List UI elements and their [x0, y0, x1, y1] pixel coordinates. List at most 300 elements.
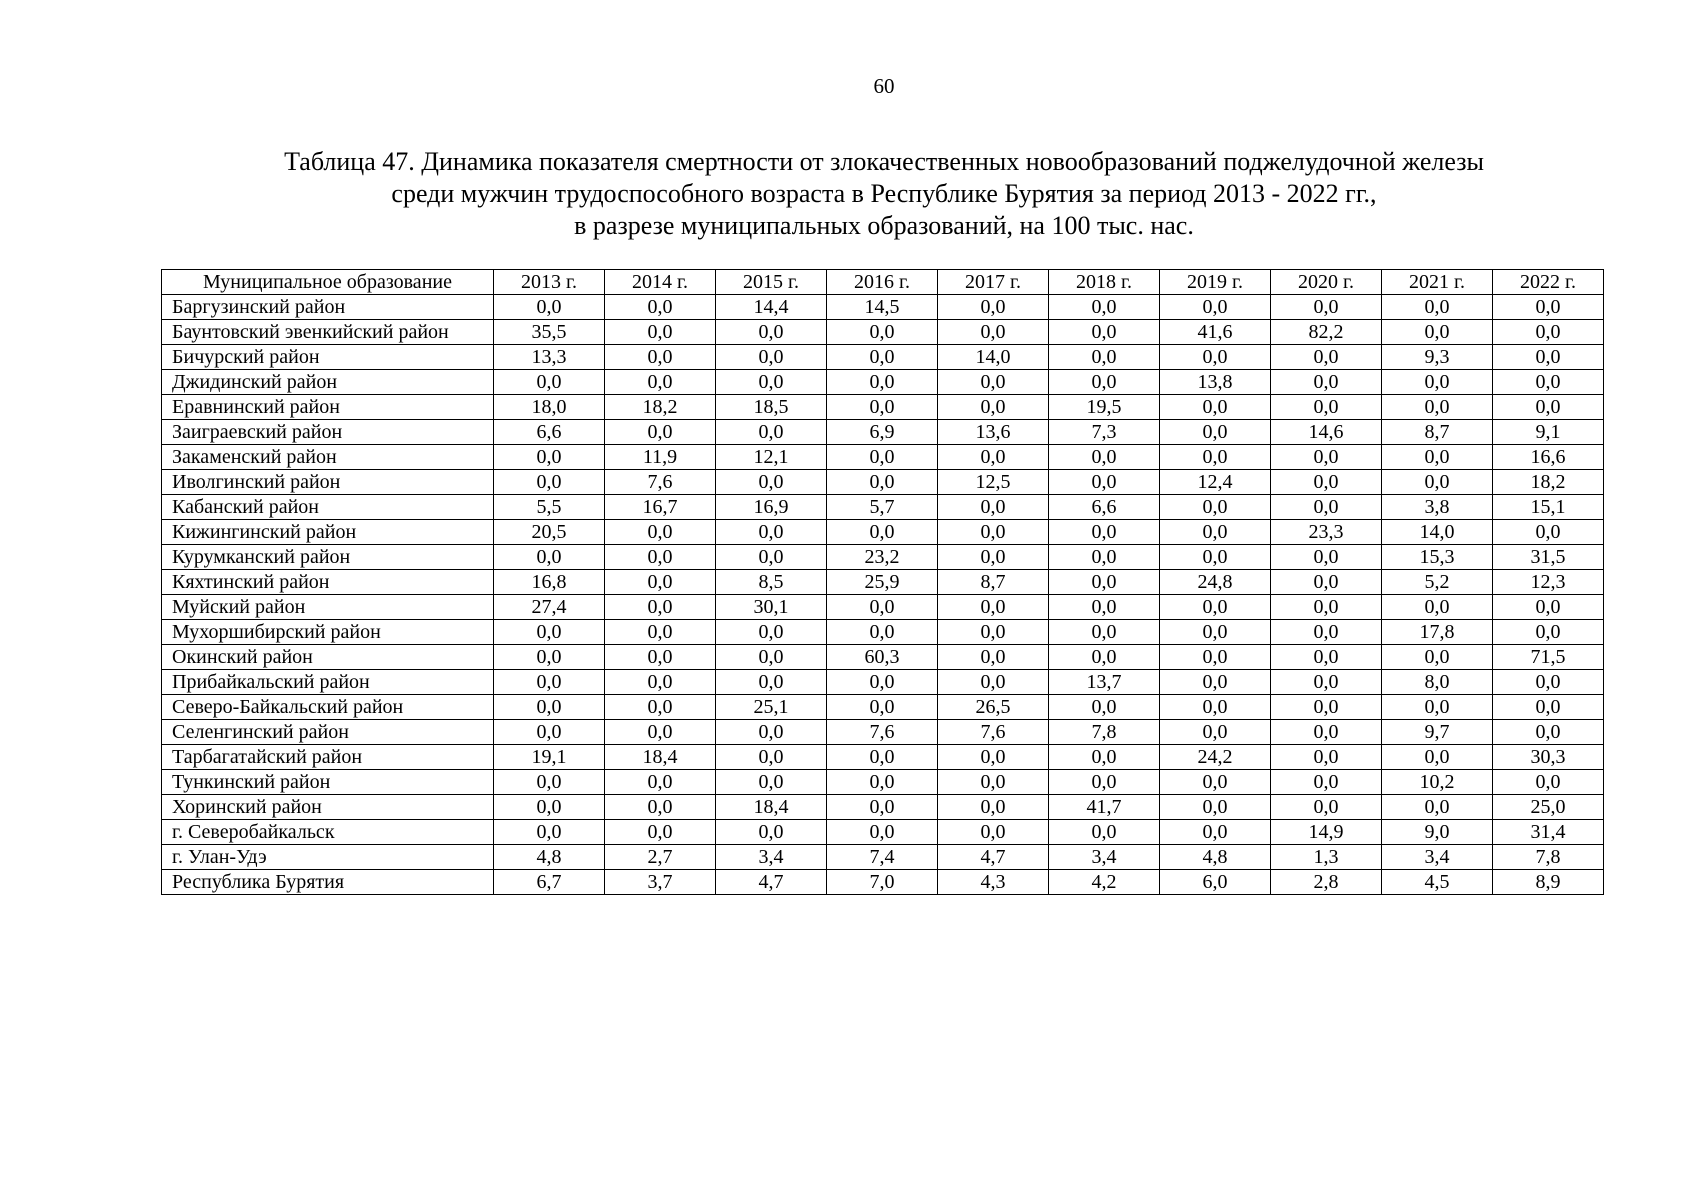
value-cell: 18,2 — [605, 395, 716, 420]
value-cell: 9,0 — [1382, 820, 1493, 845]
value-cell: 2,8 — [1271, 870, 1382, 895]
value-cell: 16,7 — [605, 495, 716, 520]
municipality-name-cell: Прибайкальский район — [162, 670, 494, 695]
value-cell: 13,8 — [1160, 370, 1271, 395]
value-cell: 7,6 — [938, 720, 1049, 745]
value-cell: 0,0 — [1493, 345, 1604, 370]
value-cell: 0,0 — [1271, 570, 1382, 595]
value-cell: 0,0 — [1382, 645, 1493, 670]
value-cell: 19,5 — [1049, 395, 1160, 420]
value-cell: 14,4 — [716, 295, 827, 320]
value-cell: 0,0 — [1049, 570, 1160, 595]
value-cell: 4,8 — [494, 845, 605, 870]
value-cell: 0,0 — [1271, 720, 1382, 745]
value-cell: 9,1 — [1493, 420, 1604, 445]
value-cell: 0,0 — [494, 695, 605, 720]
value-cell: 0,0 — [827, 370, 938, 395]
column-header-year: 2021 г. — [1382, 270, 1493, 295]
value-cell: 0,0 — [827, 445, 938, 470]
value-cell: 0,0 — [494, 445, 605, 470]
municipality-name-cell: Еравнинский район — [162, 395, 494, 420]
value-cell: 15,3 — [1382, 545, 1493, 570]
value-cell: 0,0 — [716, 670, 827, 695]
value-cell: 0,0 — [1160, 545, 1271, 570]
value-cell: 0,0 — [605, 420, 716, 445]
municipality-name-cell: Республика Бурятия — [162, 870, 494, 895]
table-row — [162, 295, 1604, 320]
value-cell: 0,0 — [827, 770, 938, 795]
value-cell: 24,8 — [1160, 570, 1271, 595]
value-cell: 0,0 — [1160, 520, 1271, 545]
value-cell: 0,0 — [827, 670, 938, 695]
table-row — [162, 770, 1604, 795]
municipality-name-cell: Баунтовский эвенкийский район — [162, 320, 494, 345]
municipality-name-cell: Хоринский район — [162, 795, 494, 820]
value-cell: 6,7 — [494, 870, 605, 895]
value-cell: 41,6 — [1160, 320, 1271, 345]
value-cell: 12,4 — [1160, 470, 1271, 495]
value-cell: 0,0 — [938, 545, 1049, 570]
value-cell: 0,0 — [1493, 520, 1604, 545]
value-cell: 0,0 — [1493, 320, 1604, 345]
table-row — [162, 645, 1604, 670]
value-cell: 7,6 — [605, 470, 716, 495]
value-cell: 0,0 — [938, 395, 1049, 420]
value-cell: 0,0 — [1493, 695, 1604, 720]
value-cell: 0,0 — [1049, 745, 1160, 770]
value-cell: 3,4 — [1049, 845, 1160, 870]
municipality-name-cell: Селенгинский район — [162, 720, 494, 745]
column-header-year: 2020 г. — [1271, 270, 1382, 295]
value-cell: 0,0 — [1382, 745, 1493, 770]
value-cell: 0,0 — [605, 295, 716, 320]
value-cell: 0,0 — [1049, 620, 1160, 645]
table-row — [162, 595, 1604, 620]
value-cell: 0,0 — [494, 370, 605, 395]
value-cell: 6,6 — [1049, 495, 1160, 520]
municipality-name-cell: Заиграевский район — [162, 420, 494, 445]
table-row — [162, 745, 1604, 770]
value-cell: 26,5 — [938, 695, 1049, 720]
value-cell: 4,7 — [716, 870, 827, 895]
value-cell: 0,0 — [1493, 770, 1604, 795]
value-cell: 7,4 — [827, 845, 938, 870]
value-cell: 25,0 — [1493, 795, 1604, 820]
value-cell: 30,3 — [1493, 745, 1604, 770]
value-cell: 0,0 — [938, 645, 1049, 670]
value-cell: 0,0 — [1382, 470, 1493, 495]
value-cell: 30,1 — [716, 595, 827, 620]
value-cell: 0,0 — [1382, 295, 1493, 320]
value-cell: 0,0 — [1160, 645, 1271, 670]
column-header-year: 2019 г. — [1160, 270, 1271, 295]
table-title — [0, 146, 1698, 242]
value-cell: 0,0 — [827, 320, 938, 345]
value-cell: 20,5 — [494, 520, 605, 545]
value-cell: 0,0 — [827, 795, 938, 820]
value-cell: 0,0 — [1271, 445, 1382, 470]
municipality-name-cell: Бичурский район — [162, 345, 494, 370]
value-cell: 18,5 — [716, 395, 827, 420]
value-cell: 8,0 — [1382, 670, 1493, 695]
table-row — [162, 570, 1604, 595]
value-cell: 0,0 — [716, 745, 827, 770]
title-line-3: в разрезе муниципальных образований, на 100 тыс. нас. — [574, 211, 1194, 240]
value-cell: 0,0 — [1271, 370, 1382, 395]
value-cell: 12,5 — [938, 470, 1049, 495]
value-cell: 0,0 — [1271, 395, 1382, 420]
title-line-1: Таблица 47. Динамика показателя смертности от злокачественных новообразований поджелудочной железы — [284, 147, 1484, 176]
value-cell: 0,0 — [1049, 695, 1160, 720]
value-cell: 15,1 — [1493, 495, 1604, 520]
value-cell: 0,0 — [494, 295, 605, 320]
value-cell: 0,0 — [494, 545, 605, 570]
value-cell: 0,0 — [938, 795, 1049, 820]
value-cell: 12,3 — [1493, 570, 1604, 595]
value-cell: 0,0 — [605, 320, 716, 345]
value-cell: 0,0 — [1271, 620, 1382, 645]
table-row — [162, 445, 1604, 470]
value-cell: 8,9 — [1493, 870, 1604, 895]
value-cell: 0,0 — [1160, 670, 1271, 695]
municipality-name-cell: Муйский район — [162, 595, 494, 620]
value-cell: 0,0 — [494, 720, 605, 745]
value-cell: 18,2 — [1493, 470, 1604, 495]
value-cell: 0,0 — [938, 370, 1049, 395]
value-cell: 0,0 — [938, 520, 1049, 545]
value-cell: 0,0 — [716, 820, 827, 845]
value-cell: 7,0 — [827, 870, 938, 895]
value-cell: 71,5 — [1493, 645, 1604, 670]
value-cell: 0,0 — [1271, 595, 1382, 620]
column-header-year: 2016 г. — [827, 270, 938, 295]
table-row — [162, 820, 1604, 845]
table-row — [162, 320, 1604, 345]
table-row — [162, 695, 1604, 720]
value-cell: 0,0 — [716, 645, 827, 670]
value-cell: 0,0 — [1160, 595, 1271, 620]
value-cell: 60,3 — [827, 645, 938, 670]
value-cell: 0,0 — [1271, 495, 1382, 520]
page-number: 60 — [873, 74, 895, 98]
value-cell: 0,0 — [1049, 595, 1160, 620]
value-cell: 0,0 — [716, 420, 827, 445]
value-cell: 41,7 — [1049, 795, 1160, 820]
value-cell: 0,0 — [716, 520, 827, 545]
value-cell: 8,5 — [716, 570, 827, 595]
table-row — [162, 470, 1604, 495]
value-cell: 0,0 — [494, 770, 605, 795]
value-cell: 0,0 — [1271, 770, 1382, 795]
value-cell: 18,0 — [494, 395, 605, 420]
value-cell: 18,4 — [605, 745, 716, 770]
value-cell: 0,0 — [1160, 420, 1271, 445]
value-cell: 0,0 — [1382, 445, 1493, 470]
value-cell: 0,0 — [827, 345, 938, 370]
value-cell: 4,8 — [1160, 845, 1271, 870]
value-cell: 6,9 — [827, 420, 938, 445]
value-cell: 3,8 — [1382, 495, 1493, 520]
table-row — [162, 670, 1604, 695]
value-cell: 8,7 — [938, 570, 1049, 595]
value-cell: 0,0 — [1271, 795, 1382, 820]
value-cell: 0,0 — [827, 595, 938, 620]
value-cell: 0,0 — [494, 820, 605, 845]
municipality-name-cell: г. Северобайкальск — [162, 820, 494, 845]
value-cell: 7,3 — [1049, 420, 1160, 445]
value-cell: 0,0 — [716, 345, 827, 370]
value-cell: 0,0 — [1271, 295, 1382, 320]
value-cell: 0,0 — [1382, 695, 1493, 720]
value-cell: 5,7 — [827, 495, 938, 520]
value-cell: 31,5 — [1493, 545, 1604, 570]
table-row — [162, 870, 1604, 895]
value-cell: 0,0 — [1382, 595, 1493, 620]
value-cell: 0,0 — [827, 820, 938, 845]
value-cell: 0,0 — [494, 620, 605, 645]
value-cell: 13,6 — [938, 420, 1049, 445]
value-cell: 0,0 — [938, 820, 1049, 845]
value-cell: 0,0 — [716, 620, 827, 645]
value-cell: 0,0 — [938, 770, 1049, 795]
value-cell: 0,0 — [827, 695, 938, 720]
column-header-municipality: Муниципальное образование — [162, 270, 494, 295]
value-cell: 35,5 — [494, 320, 605, 345]
value-cell: 0,0 — [1271, 345, 1382, 370]
value-cell: 3,4 — [1382, 845, 1493, 870]
value-cell: 0,0 — [938, 495, 1049, 520]
table-row — [162, 520, 1604, 545]
value-cell: 0,0 — [827, 620, 938, 645]
value-cell: 6,6 — [494, 420, 605, 445]
municipality-name-cell: Иволгинский район — [162, 470, 494, 495]
municipality-name-cell: Тарбагатайский район — [162, 745, 494, 770]
value-cell: 0,0 — [938, 445, 1049, 470]
value-cell: 0,0 — [1049, 320, 1160, 345]
value-cell: 0,0 — [716, 770, 827, 795]
value-cell: 0,0 — [605, 670, 716, 695]
title-line-2: среди мужчин трудоспособного возраста в Республике Бурятия за период 2013 - 2022 гг., — [391, 179, 1377, 208]
table-row — [162, 345, 1604, 370]
municipality-name-cell: Кяхтинский район — [162, 570, 494, 595]
municipality-name-cell: Окинский район — [162, 645, 494, 670]
value-cell: 0,0 — [605, 695, 716, 720]
value-cell: 7,6 — [827, 720, 938, 745]
value-cell: 9,3 — [1382, 345, 1493, 370]
column-header-year: 2015 г. — [716, 270, 827, 295]
municipality-name-cell: Кижингинский район — [162, 520, 494, 545]
value-cell: 4,3 — [938, 870, 1049, 895]
value-cell: 0,0 — [1160, 620, 1271, 645]
value-cell: 14,5 — [827, 295, 938, 320]
value-cell: 0,0 — [716, 720, 827, 745]
value-cell: 0,0 — [605, 620, 716, 645]
value-cell: 0,0 — [1382, 370, 1493, 395]
value-cell: 1,3 — [1271, 845, 1382, 870]
value-cell: 0,0 — [1160, 445, 1271, 470]
table-header-row — [162, 270, 1604, 295]
table-row — [162, 720, 1604, 745]
value-cell: 0,0 — [1049, 370, 1160, 395]
value-cell: 25,1 — [716, 695, 827, 720]
value-cell: 0,0 — [1160, 295, 1271, 320]
value-cell: 0,0 — [605, 720, 716, 745]
value-cell: 4,7 — [938, 845, 1049, 870]
value-cell: 0,0 — [605, 345, 716, 370]
mortality-table-container — [161, 269, 1604, 895]
value-cell: 31,4 — [1493, 820, 1604, 845]
value-cell: 0,0 — [1382, 795, 1493, 820]
value-cell: 0,0 — [1049, 520, 1160, 545]
value-cell: 0,0 — [938, 620, 1049, 645]
value-cell: 0,0 — [938, 670, 1049, 695]
municipality-name-cell: Мухоршибирский район — [162, 620, 494, 645]
value-cell: 0,0 — [938, 745, 1049, 770]
column-header-year: 2022 г. — [1493, 270, 1604, 295]
mortality-table — [161, 269, 1604, 895]
value-cell: 19,1 — [494, 745, 605, 770]
municipality-name-cell: Северо-Байкальский район — [162, 695, 494, 720]
value-cell: 16,9 — [716, 495, 827, 520]
municipality-name-cell: Курумканский район — [162, 545, 494, 570]
value-cell: 0,0 — [1160, 720, 1271, 745]
value-cell: 0,0 — [1493, 395, 1604, 420]
value-cell: 12,1 — [716, 445, 827, 470]
value-cell: 0,0 — [1049, 470, 1160, 495]
value-cell: 0,0 — [1049, 770, 1160, 795]
value-cell: 0,0 — [1160, 395, 1271, 420]
value-cell: 0,0 — [1049, 545, 1160, 570]
value-cell: 0,0 — [827, 745, 938, 770]
value-cell: 0,0 — [1049, 295, 1160, 320]
value-cell: 0,0 — [716, 320, 827, 345]
value-cell: 0,0 — [938, 295, 1049, 320]
value-cell: 8,7 — [1382, 420, 1493, 445]
column-header-year: 2018 г. — [1049, 270, 1160, 295]
municipality-name-cell: Джидинский район — [162, 370, 494, 395]
value-cell: 0,0 — [1493, 595, 1604, 620]
value-cell: 0,0 — [605, 645, 716, 670]
value-cell: 3,7 — [605, 870, 716, 895]
value-cell: 0,0 — [1049, 345, 1160, 370]
value-cell: 0,0 — [938, 320, 1049, 345]
value-cell: 4,5 — [1382, 870, 1493, 895]
municipality-name-cell: Тункинский район — [162, 770, 494, 795]
value-cell: 0,0 — [494, 470, 605, 495]
value-cell: 0,0 — [605, 820, 716, 845]
value-cell: 27,4 — [494, 595, 605, 620]
table-row — [162, 545, 1604, 570]
value-cell: 0,0 — [1160, 495, 1271, 520]
table-row — [162, 620, 1604, 645]
value-cell: 0,0 — [827, 520, 938, 545]
value-cell: 18,4 — [716, 795, 827, 820]
value-cell: 14,0 — [938, 345, 1049, 370]
value-cell: 0,0 — [1160, 770, 1271, 795]
value-cell: 0,0 — [494, 670, 605, 695]
table-row — [162, 495, 1604, 520]
value-cell: 11,9 — [605, 445, 716, 470]
value-cell: 5,2 — [1382, 570, 1493, 595]
value-cell: 23,3 — [1271, 520, 1382, 545]
value-cell: 9,7 — [1382, 720, 1493, 745]
value-cell: 23,2 — [827, 545, 938, 570]
value-cell: 0,0 — [1493, 295, 1604, 320]
value-cell: 0,0 — [605, 770, 716, 795]
value-cell: 0,0 — [1493, 620, 1604, 645]
value-cell: 7,8 — [1493, 845, 1604, 870]
value-cell: 14,0 — [1382, 520, 1493, 545]
value-cell: 7,8 — [1049, 720, 1160, 745]
value-cell: 4,2 — [1049, 870, 1160, 895]
value-cell: 0,0 — [1049, 820, 1160, 845]
value-cell: 0,0 — [494, 795, 605, 820]
value-cell: 0,0 — [1493, 370, 1604, 395]
value-cell: 0,0 — [938, 595, 1049, 620]
value-cell: 6,0 — [1160, 870, 1271, 895]
municipality-name-cell: Баргузинский район — [162, 295, 494, 320]
value-cell: 0,0 — [1271, 670, 1382, 695]
table-body — [162, 295, 1604, 895]
value-cell: 14,9 — [1271, 820, 1382, 845]
value-cell: 0,0 — [494, 645, 605, 670]
value-cell: 0,0 — [716, 470, 827, 495]
value-cell: 0,0 — [605, 570, 716, 595]
value-cell: 0,0 — [605, 370, 716, 395]
value-cell: 0,0 — [1160, 695, 1271, 720]
value-cell: 0,0 — [1160, 345, 1271, 370]
value-cell: 0,0 — [1271, 645, 1382, 670]
value-cell: 0,0 — [827, 395, 938, 420]
table-row — [162, 420, 1604, 445]
value-cell: 0,0 — [1493, 670, 1604, 695]
value-cell: 0,0 — [1271, 470, 1382, 495]
value-cell: 0,0 — [605, 545, 716, 570]
value-cell: 5,5 — [494, 495, 605, 520]
value-cell: 16,8 — [494, 570, 605, 595]
value-cell: 0,0 — [716, 545, 827, 570]
value-cell: 3,4 — [716, 845, 827, 870]
value-cell: 24,2 — [1160, 745, 1271, 770]
value-cell: 16,6 — [1493, 445, 1604, 470]
value-cell: 10,2 — [1382, 770, 1493, 795]
value-cell: 2,7 — [605, 845, 716, 870]
table-row — [162, 795, 1604, 820]
column-header-year: 2013 г. — [494, 270, 605, 295]
value-cell: 0,0 — [1160, 795, 1271, 820]
column-header-year: 2017 г. — [938, 270, 1049, 295]
value-cell: 0,0 — [1382, 320, 1493, 345]
municipality-name-cell: г. Улан-Удэ — [162, 845, 494, 870]
value-cell: 0,0 — [1271, 545, 1382, 570]
table-row — [162, 370, 1604, 395]
value-cell: 82,2 — [1271, 320, 1382, 345]
value-cell: 0,0 — [1271, 695, 1382, 720]
municipality-name-cell: Закаменский район — [162, 445, 494, 470]
value-cell: 0,0 — [1049, 645, 1160, 670]
value-cell: 14,6 — [1271, 420, 1382, 445]
value-cell: 0,0 — [716, 370, 827, 395]
table-row — [162, 395, 1604, 420]
value-cell: 0,0 — [1382, 395, 1493, 420]
value-cell: 17,8 — [1382, 620, 1493, 645]
table-row — [162, 845, 1604, 870]
value-cell: 25,9 — [827, 570, 938, 595]
value-cell: 0,0 — [605, 795, 716, 820]
column-header-year: 2014 г. — [605, 270, 716, 295]
municipality-name-cell: Кабанский район — [162, 495, 494, 520]
value-cell: 0,0 — [1493, 720, 1604, 745]
